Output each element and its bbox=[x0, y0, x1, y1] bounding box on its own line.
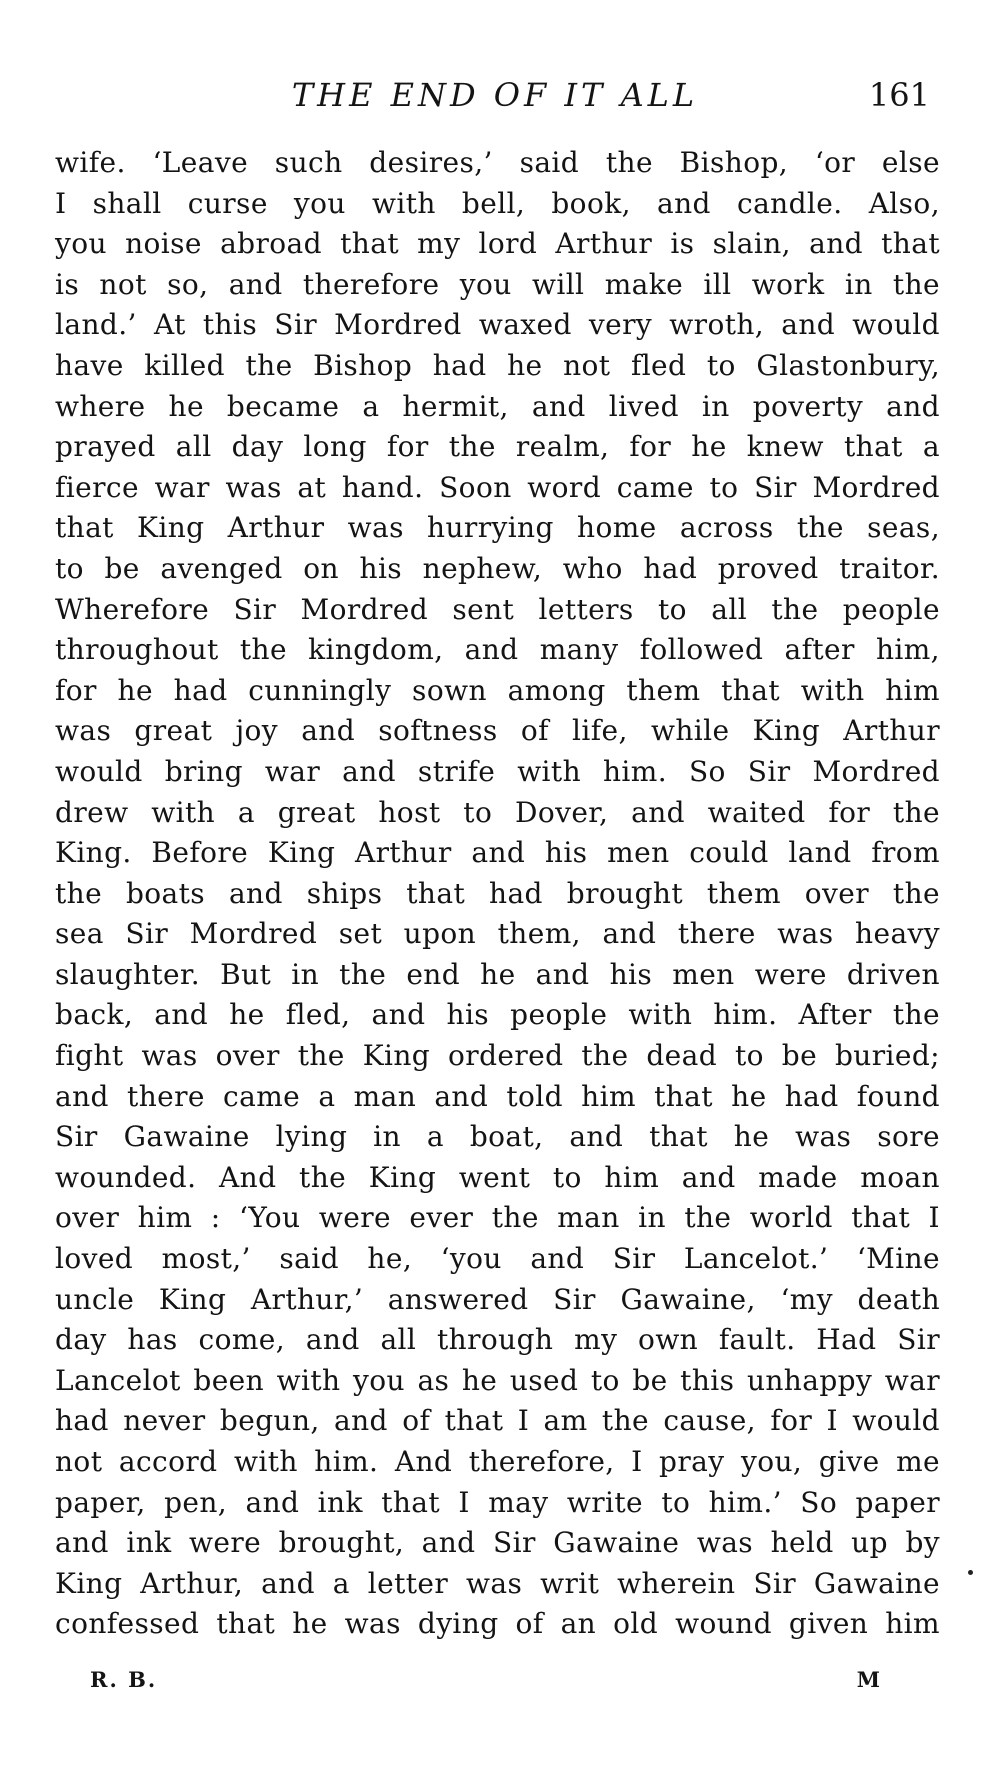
text-line: throughout the kingdom, and many followed after him, bbox=[55, 633, 940, 667]
text-line: slaughter. But in the end he and his men were driven bbox=[55, 957, 940, 991]
text-line: Lancelot been with you as he used to be this unhappy war bbox=[55, 1363, 940, 1397]
text-line: not accord with him. And therefore, I pray you, give me bbox=[55, 1445, 940, 1478]
running-title: THE END OF IT ALL bbox=[291, 76, 699, 114]
page-number: 161 bbox=[868, 76, 930, 114]
text-line: for he had cunningly sown among them that with him bbox=[55, 673, 940, 707]
text-line: wife. ‘Leave such desires,’ said the Bishop, ‘or else bbox=[55, 146, 940, 179]
text-line: is not so, and therefore you will make ill work in the bbox=[55, 267, 940, 301]
text-line: was great joy and softness of life, while King Arthur bbox=[55, 714, 940, 748]
ink-speck bbox=[968, 1570, 973, 1575]
text-line: sea Sir Mordred set upon them, and there was heavy bbox=[55, 917, 940, 951]
text-line: paper, pen, and ink that I may write to him.’ So paper bbox=[55, 1485, 940, 1519]
gathering-mark: M bbox=[856, 1667, 880, 1692]
body-text bbox=[55, 143, 940, 1645]
text-line: to be avenged on his nephew, who had proved traitor. bbox=[55, 551, 940, 585]
text-line: confessed that he was dying of an old wound given him bbox=[55, 1607, 940, 1641]
text-line: back, and he fled, and his people with him. After the bbox=[55, 998, 940, 1032]
text-line: wounded. And the King went to him and made moan bbox=[55, 1160, 940, 1194]
text-line: land.’ At this Sir Mordred waxed very wroth, and would bbox=[55, 308, 940, 342]
running-head bbox=[55, 70, 935, 120]
text-line: prayed all day long for the realm, for he knew that a bbox=[55, 430, 940, 464]
text-line: and ink were brought, and Sir Gawaine was held up by bbox=[55, 1526, 940, 1560]
text-line: would bring war and strife with him. So Sir Mordred bbox=[55, 754, 940, 788]
text-line: where he became a hermit, and lived in poverty and bbox=[55, 389, 940, 423]
text-line: drew with a great host to Dover, and waited for the bbox=[55, 795, 940, 829]
text-line: have killed the Bishop had he not fled to Glastonbury, bbox=[55, 348, 940, 382]
text-line: and there came a man and told him that he had found bbox=[55, 1079, 940, 1113]
text-line: day has come, and all through my own fault. Had Sir bbox=[55, 1323, 940, 1357]
text-line: Wherefore Sir Mordred sent letters to all the people bbox=[55, 592, 940, 626]
text-line: I shall curse you with bell, book, and candle. Also, bbox=[55, 186, 940, 220]
text-line: uncle King Arthur,’ answered Sir Gawaine, ‘my death bbox=[55, 1282, 940, 1316]
text-line: fight was over the King ordered the dead to be buried; bbox=[55, 1039, 940, 1073]
text-line: King Arthur, and a letter was writ wherein Sir Gawaine bbox=[55, 1566, 940, 1600]
text-line: Sir Gawaine lying in a boat, and that he was sore bbox=[55, 1120, 940, 1154]
text-line: the boats and ships that had brought them over the bbox=[55, 876, 940, 910]
signature-mark: R. B. bbox=[90, 1667, 158, 1692]
page-footer bbox=[90, 1665, 880, 1695]
text-line: over him : ‘You were ever the man in the world that I bbox=[55, 1201, 940, 1235]
text-line: King. Before King Arthur and his men could land from bbox=[55, 836, 940, 870]
text-line: that King Arthur was hurrying home across the seas, bbox=[55, 511, 940, 545]
text-line: had never begun, and of that I am the cause, for I would bbox=[55, 1404, 940, 1438]
text-line: fierce war was at hand. Soon word came to Sir Mordred bbox=[55, 470, 940, 504]
text-line: you noise abroad that my lord Arthur is slain, and that bbox=[55, 227, 940, 261]
text-line: loved most,’ said he, ‘you and Sir Lancelot.’ ‘Mine bbox=[55, 1242, 940, 1276]
